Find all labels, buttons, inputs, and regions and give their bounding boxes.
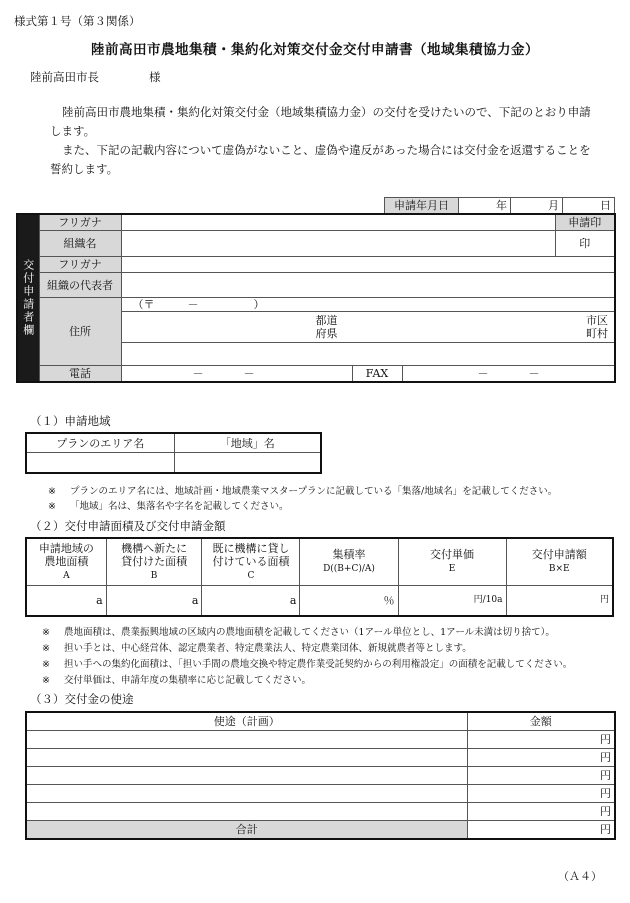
note-amount-2: ※ 担い手とは、中心経営体、認定農業者、特定農業法人、特定農業団体、新規就農者等とします。 xyxy=(42,643,472,654)
amount-field[interactable]: 円 xyxy=(467,749,615,767)
farmland-area-field[interactable]: a xyxy=(26,586,106,617)
seal-label: 申請印 xyxy=(555,214,615,231)
address-detail-field[interactable] xyxy=(121,343,615,366)
new-lease-area-field[interactable]: a xyxy=(106,586,202,617)
application-date-table xyxy=(384,197,615,214)
rep-furigana-field[interactable] xyxy=(121,257,615,273)
postal-code-text: （〒 － ） xyxy=(132,298,265,311)
usage-row xyxy=(26,731,615,749)
paper-size-label: （Ａ４） xyxy=(558,870,602,883)
usage-row xyxy=(26,767,615,785)
note-amount-3: ※ 担い手への集約化面積は、「担い手間の農地交換や特定農作業受託契約からの利用権設定」の面積を記載してください。 xyxy=(42,659,573,670)
org-name-label: 組織名 xyxy=(39,231,121,257)
application-statement xyxy=(50,103,595,141)
usage-row xyxy=(26,749,615,767)
form-number: 様式第１号（第３関係） xyxy=(14,14,141,28)
applicant-side-label xyxy=(17,214,39,382)
addressee-name: 陸前高田市長 xyxy=(30,70,99,84)
accumulation-rate-header: 集積率 D((B+C)/A) xyxy=(300,538,398,586)
note-area-2: ※ 「地域」名は、集落名や字名を記載してください。 xyxy=(48,501,289,512)
usage-field[interactable] xyxy=(26,731,467,749)
applicant-side-text: 交付申請者欄 xyxy=(21,259,35,337)
farmland-area-header: 申請地域の 農地面積 A xyxy=(26,538,106,586)
statement-text-2: また、下記の記載内容について虚偽がないこと、虚偽や違反があった場合には交付金を返還することを誓約します。 xyxy=(50,143,591,176)
phone-field[interactable]: － － xyxy=(121,366,352,383)
org-name-field[interactable] xyxy=(121,231,555,257)
section2-heading: （２）交付申請面積及び交付申請金額 xyxy=(30,519,226,533)
usage-header: 使途（計画） xyxy=(26,712,467,731)
amount-field[interactable]: 円 xyxy=(467,785,615,803)
pledge-statement xyxy=(50,141,595,179)
usage-row xyxy=(26,785,615,803)
plan-area-field[interactable] xyxy=(26,453,174,474)
new-lease-area-header: 機構へ新たに 貸付けた面積 B xyxy=(106,538,202,586)
total-amount-field[interactable]: 円 xyxy=(467,821,615,840)
application-amount-field[interactable]: 円 xyxy=(506,586,613,617)
note-area-1: ※ プランのエリア名には、地域計画・地域農業マスタープランに記載している「集落/地域名」を記載してください。 xyxy=(48,486,558,497)
region-name-field[interactable] xyxy=(174,453,321,474)
phone-label: 電話 xyxy=(39,366,121,383)
total-label: 合計 xyxy=(26,821,467,840)
furigana-label-2: フリガナ xyxy=(39,257,121,273)
addressee xyxy=(30,69,161,85)
fax-label: FAX xyxy=(352,366,402,383)
area-amount-table xyxy=(25,537,614,617)
representative-label: 組織の代表者 xyxy=(39,273,121,298)
prefecture-city-field[interactable] xyxy=(121,312,615,343)
plan-area-header: プランのエリア名 xyxy=(26,433,174,453)
applicant-table xyxy=(16,213,616,383)
amount-field[interactable]: 円 xyxy=(467,731,615,749)
accumulation-rate-field[interactable]: ％ xyxy=(300,586,398,617)
application-date-month[interactable]: 月 xyxy=(511,198,563,214)
org-furigana-field[interactable] xyxy=(121,214,555,231)
area-table xyxy=(25,432,322,474)
region-name-header: 「地域」名 xyxy=(174,433,321,453)
amount-field[interactable]: 円 xyxy=(467,803,615,821)
existing-lease-area-header: 既に機構に貸し 付けている面積 C xyxy=(202,538,300,586)
page-title: 陸前高田市農地集積・集約化対策交付金交付申請書（地域集積協力金） xyxy=(91,42,539,58)
usage-field[interactable] xyxy=(26,749,467,767)
city-suffix: 市区 町村 xyxy=(586,314,609,340)
usage-row xyxy=(26,803,615,821)
section1-heading: （１）申請地域 xyxy=(30,414,111,428)
furigana-label-1: フリガナ xyxy=(39,214,121,231)
note-amount-4: ※ 交付単価は、申請年度の集積率に応じ記載してください。 xyxy=(42,675,312,686)
postal-code-field[interactable] xyxy=(121,298,615,312)
application-amount-header: 交付申請額 B×E xyxy=(506,538,613,586)
representative-field[interactable] xyxy=(121,273,615,298)
address-label: 住所 xyxy=(39,298,121,366)
usage-field[interactable] xyxy=(26,803,467,821)
note-amount-1: ※ 農地面積は、農業振興地域の区域内の農地面積を記載してください（1アール単位とし、1アール未満は切り捨て）。 xyxy=(42,627,555,638)
unit-price-field[interactable]: 円/10a xyxy=(398,586,506,617)
existing-lease-area-field[interactable]: a xyxy=(202,586,300,617)
seal-mark: 印 xyxy=(555,231,615,257)
usage-table xyxy=(25,711,616,840)
section3-heading: （３）交付金の使途 xyxy=(30,692,134,706)
addressee-suffix: 様 xyxy=(149,70,161,84)
prefecture-suffix: 都道 府県 xyxy=(315,314,338,340)
fax-field[interactable]: － － xyxy=(402,366,615,383)
amount-field[interactable]: 円 xyxy=(467,767,615,785)
unit-price-header: 交付単価 E xyxy=(398,538,506,586)
application-date-year[interactable]: 年 xyxy=(459,198,511,214)
application-date-day[interactable]: 日 xyxy=(563,198,615,214)
application-date-label: 申請年月日 xyxy=(385,198,459,214)
usage-field[interactable] xyxy=(26,767,467,785)
usage-field[interactable] xyxy=(26,785,467,803)
statement-text-1: 陸前高田市農地集積・集約化対策交付金（地域集積協力金）の交付を受けたいので、下記のとおり申請します。 xyxy=(50,105,591,138)
amount-header: 金額 xyxy=(467,712,615,731)
